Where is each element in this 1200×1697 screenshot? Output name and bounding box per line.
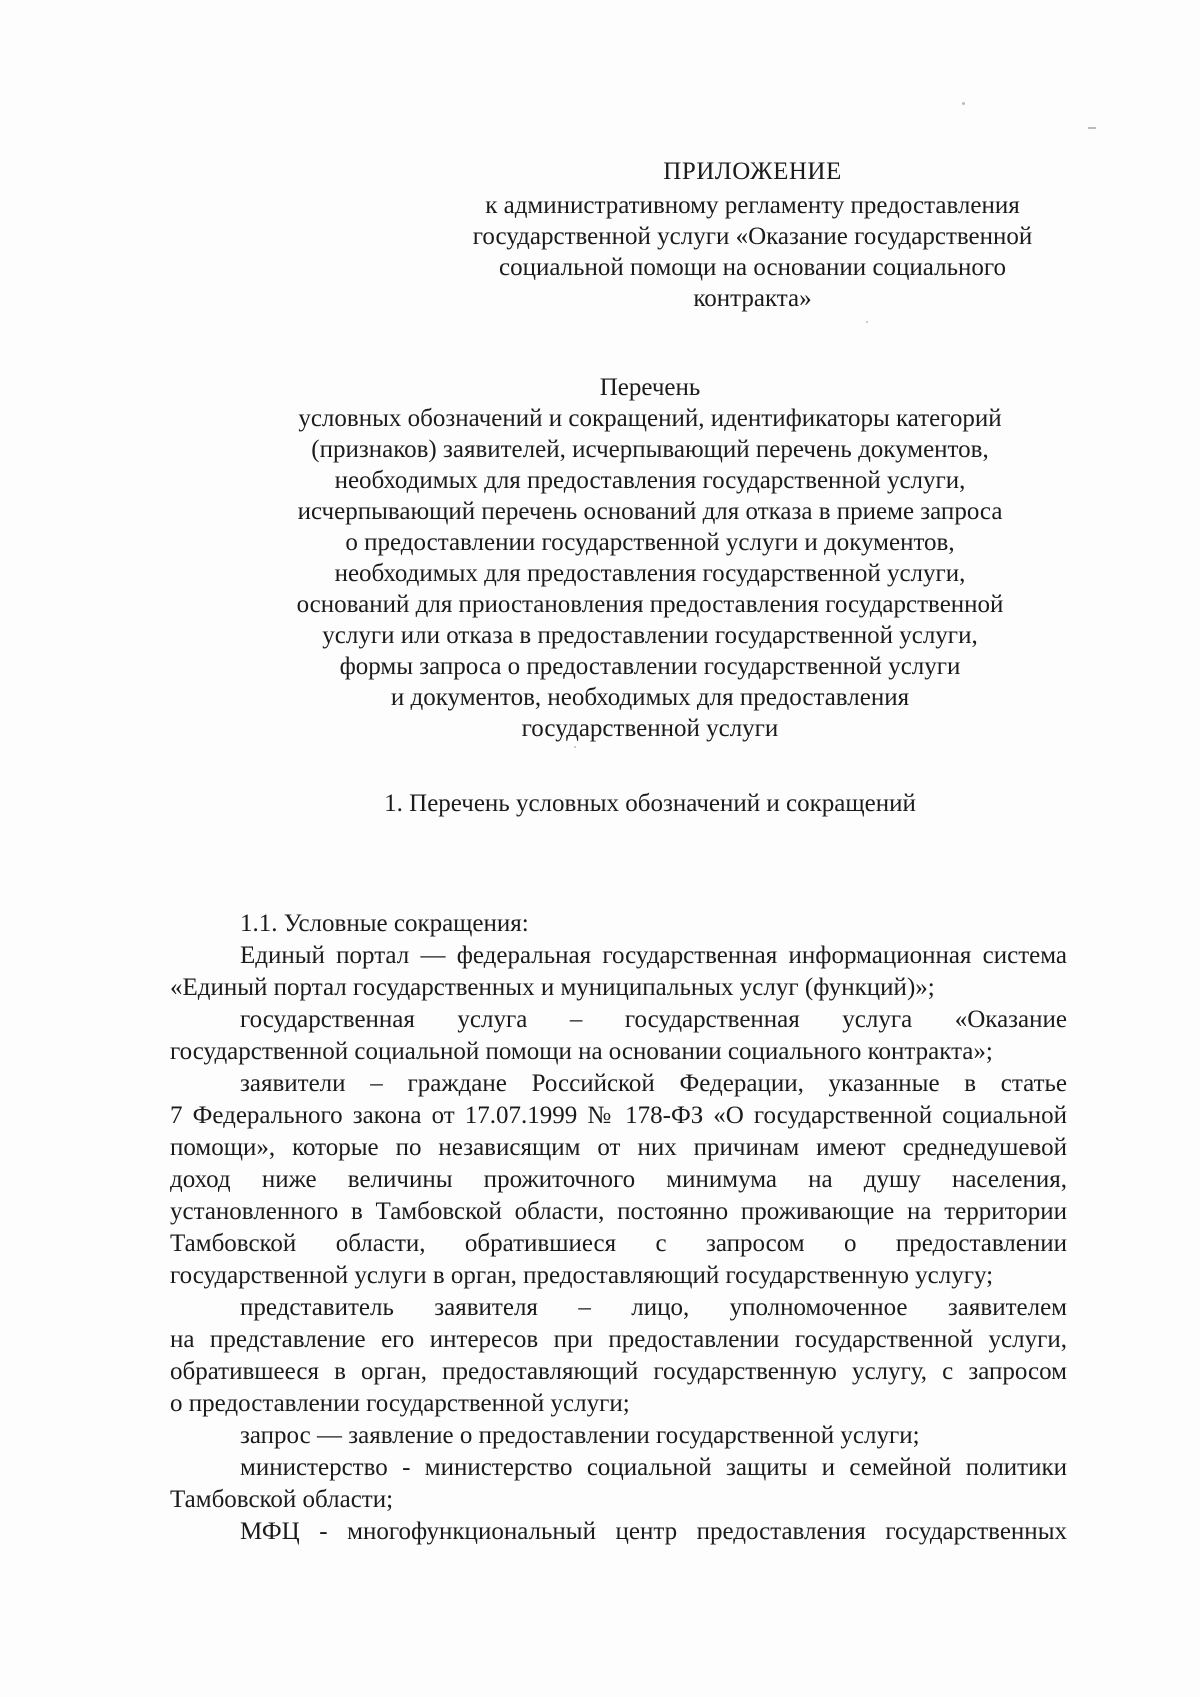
body-text: [170, 908, 1067, 1548]
text-line: Единый портал — федеральная государственная информационная система: [240, 942, 1067, 969]
appendix-line: контракта»: [693, 285, 812, 312]
appendix-line: социальной помощи на основании социального: [499, 254, 1006, 281]
text-line: министерство - министерство социальной защиты и семейной политики: [240, 1454, 1067, 1481]
scan-artifact: [866, 321, 868, 323]
document-title: [180, 372, 1120, 744]
section-heading: 1. Перечень условных обозначений и сокращений: [384, 790, 916, 817]
scan-artifact: [1088, 127, 1096, 129]
text-line: 7 Федерального закона от 17.07.1999 № 178-ФЗ «О государственной социальной: [170, 1102, 1067, 1129]
text-line: помощи», которые по независящим от них причинам имеют среднедушевой: [170, 1134, 1067, 1161]
text-line: государственной социальной помощи на основании социального контракта»;: [170, 1038, 993, 1065]
text-line: «Единый портал государственных и муниципальных услуг (функций)»;: [170, 974, 935, 1001]
title-line: государственной услуги: [521, 715, 779, 742]
title-line: о предоставлении государственной услуги и документов,: [345, 529, 955, 556]
appendix-line: государственной услуги «Оказание государственной: [472, 223, 1033, 250]
text-line: Тамбовской области;: [170, 1486, 394, 1513]
scan-artifact: [962, 102, 965, 105]
appendix-line: к административному регламенту предоставления: [485, 192, 1020, 219]
paragraph: [170, 1292, 1067, 1420]
text-line: заявители – граждане Российской Федерации, указанные в статье: [240, 1070, 1067, 1097]
paragraph: [170, 1004, 1067, 1068]
title-line: необходимых для предоставления государственной услуги,: [334, 467, 966, 494]
text-line: о предоставлении государственной услуги;: [170, 1390, 630, 1417]
text-line: 1.1. Условные сокращения:: [240, 910, 529, 937]
text-line: Тамбовской области, обратившиеся с запросом о предоставлении: [170, 1230, 1067, 1257]
title-line: оснований для приостановления предоставления государственной: [296, 591, 1004, 618]
text-line: доход ниже величины прожиточного минимума на душу населения,: [170, 1166, 1067, 1193]
text-line: установленного в Тамбовской области, постоянно проживающие на территории: [170, 1198, 1067, 1225]
paragraph: [170, 1516, 1067, 1548]
title-line: (признаков) заявителей, исчерпывающий перечень документов,: [311, 436, 989, 463]
text-line: представитель заявителя – лицо, уполномоченное заявителем: [240, 1294, 1067, 1321]
paragraph: [170, 1452, 1067, 1516]
text-line: государственная услуга – государственная услуга «Оказание: [240, 1006, 1067, 1033]
scan-artifact: [574, 746, 576, 748]
appendix-title: ПРИЛОЖЕНИЕ: [663, 158, 842, 185]
paragraph: [170, 1068, 1067, 1292]
paragraph: [170, 940, 1067, 1004]
title-line: услуги или отказа в предоставлении государственной услуги,: [322, 622, 978, 649]
text-line: государственной услуги в орган, предоставляющий государственную услугу;: [170, 1262, 994, 1289]
title-line: необходимых для предоставления государственной услуги,: [334, 560, 966, 587]
title-line: исчерпывающий перечень оснований для отказа в приеме запроса: [297, 498, 1003, 525]
text-line: МФЦ - многофункциональный центр предоставления государственных: [240, 1518, 1067, 1545]
title-line: формы запроса о предоставлении государственной услуги: [339, 653, 961, 680]
title-line: Перечень: [599, 374, 701, 401]
title-line: условных обозначений и сокращений, идентификаторы категорий: [298, 405, 1002, 432]
text-line: на представление его интересов при предоставлении государственной услуги,: [170, 1326, 1067, 1353]
appendix-heading: [460, 156, 1045, 314]
title-line: и документов, необходимых для предоставления: [390, 684, 910, 711]
text-line: обратившееся в орган, предоставляющий государственную услугу, с запросом: [170, 1358, 1067, 1385]
text-line: запрос — заявление о предоставлении государственной услуги;: [240, 1422, 920, 1449]
paragraph: [170, 1420, 1067, 1452]
appendix-subtitle: [460, 190, 1045, 314]
paragraph: [170, 908, 1067, 940]
